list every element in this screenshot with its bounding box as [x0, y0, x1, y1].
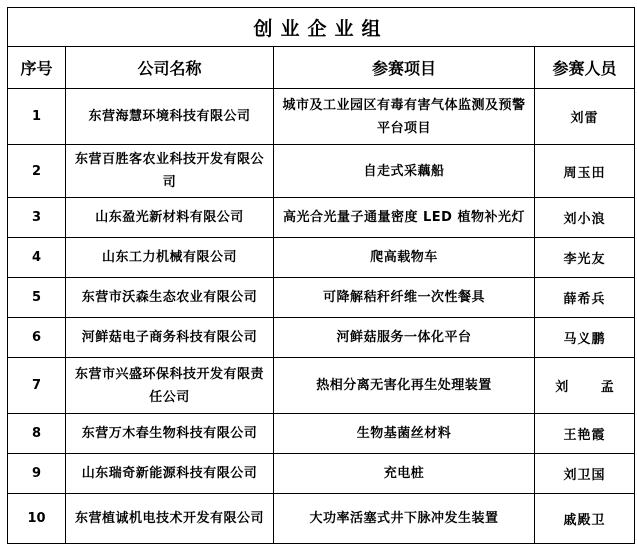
company-name: 东营市沃森生态农业有限公司: [66, 278, 274, 318]
table-row: [8, 318, 635, 358]
col-header-company: 公司名称: [66, 47, 274, 89]
participant: 王艳霞: [535, 414, 635, 454]
table-row: [8, 238, 635, 278]
row-no: 4: [8, 238, 66, 278]
table-row: [8, 454, 635, 494]
participant: 刘 孟: [535, 358, 635, 414]
row-no: 1: [8, 89, 66, 145]
row-no: 10: [8, 494, 66, 544]
row-no: 2: [8, 145, 66, 198]
row-no: 3: [8, 198, 66, 238]
company-name: 东营植诚机电技术开发有限公司: [66, 494, 274, 544]
table-row: [8, 494, 635, 544]
col-header-person: 参赛人员: [535, 47, 635, 89]
table-row: [8, 198, 635, 238]
table-row: [8, 89, 635, 145]
row-no: 9: [8, 454, 66, 494]
table-title: 创业企业组: [8, 8, 635, 47]
project-name: 爬高载物车: [274, 238, 535, 278]
company-name: 山东瑞奇新能源科技有限公司: [66, 454, 274, 494]
project-name: 充电桩: [274, 454, 535, 494]
table-row: [8, 358, 635, 414]
company-name: 东营海慧环境科技有限公司: [66, 89, 274, 145]
row-no: 5: [8, 278, 66, 318]
participant: 李光友: [535, 238, 635, 278]
row-no: 8: [8, 414, 66, 454]
table-row: [8, 145, 635, 198]
participant: 刘雷: [535, 89, 635, 145]
header-row: [8, 47, 635, 89]
project-name: 高光合光量子通量密度 LED 植物补光灯: [274, 198, 535, 238]
company-name: 河鲜菇电子商务科技有限公司: [66, 318, 274, 358]
col-header-no: 序号: [8, 47, 66, 89]
participant: 刘卫国: [535, 454, 635, 494]
company-name: 东营市兴盛环保科技开发有限责任公司: [66, 358, 274, 414]
project-name: 生物基菌丝材料: [274, 414, 535, 454]
company-name: 东营万木春生物科技有限公司: [66, 414, 274, 454]
participant: 刘小浪: [535, 198, 635, 238]
participant: 戚殿卫: [535, 494, 635, 544]
project-name: 大功率活塞式井下脉冲发生装置: [274, 494, 535, 544]
participant: 薛希兵: [535, 278, 635, 318]
participants-table: [7, 7, 635, 544]
company-name: 山东盈光新材料有限公司: [66, 198, 274, 238]
participant: 马义鹏: [535, 318, 635, 358]
row-no: 7: [8, 358, 66, 414]
row-no: 6: [8, 318, 66, 358]
company-name: 东营百胜客农业科技开发有限公司: [66, 145, 274, 198]
participant: 周玉田: [535, 145, 635, 198]
company-name: 山东工力机械有限公司: [66, 238, 274, 278]
col-header-project: 参赛项目: [274, 47, 535, 89]
project-name: 城市及工业园区有毒有害气体监测及预警平台项目: [274, 89, 535, 145]
title-row: [8, 8, 635, 47]
table-row: [8, 414, 635, 454]
project-name: 河鲜菇服务一体化平台: [274, 318, 535, 358]
project-name: 自走式采藕船: [274, 145, 535, 198]
project-name: 可降解秸秆纤维一次性餐具: [274, 278, 535, 318]
table-row: [8, 278, 635, 318]
project-name: 热相分离无害化再生处理装置: [274, 358, 535, 414]
